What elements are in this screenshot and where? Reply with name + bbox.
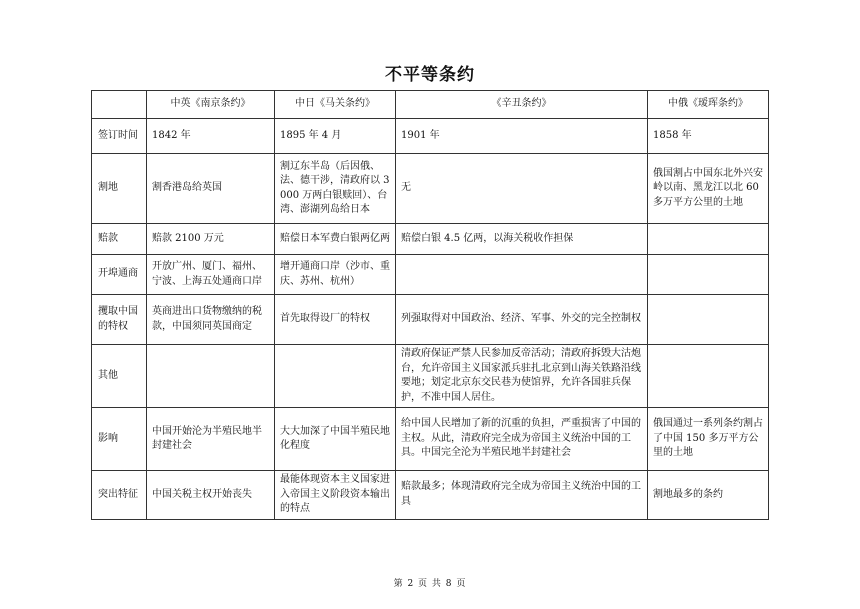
row-label: 签订时间 [92, 119, 147, 154]
table-cell: 1842 年 [147, 119, 275, 154]
table-row [92, 154, 769, 224]
table-row [92, 255, 769, 295]
header-boxer-protocol: 《辛丑条约》 [396, 91, 648, 119]
table-cell [648, 345, 769, 408]
table-cell: 赔款最多；体现清政府完全成为帝国主义统治中国的工具 [396, 471, 648, 520]
row-label: 影响 [92, 408, 147, 471]
table-row [92, 408, 769, 471]
page-title: 不平等条约 [385, 65, 475, 85]
row-label: 其他 [92, 345, 147, 408]
table-cell: 中国关税主权开始丧失 [147, 471, 275, 520]
table-cell: 首先取得设厂的特权 [275, 295, 396, 345]
table-cell: 1901 年 [396, 119, 648, 154]
table-row [92, 224, 769, 255]
table-header-row [92, 91, 769, 119]
table-row [92, 295, 769, 345]
table-cell: 列强取得对中国政治、经济、军事、外交的完全控制权 [396, 295, 648, 345]
header-shimonoseki-treaty: 中日《马关条约》 [275, 91, 396, 119]
table-cell: 赔款 2100 万元 [147, 224, 275, 255]
page-footer: 第 2 页 共 8 页 [393, 579, 467, 589]
row-label: 攫取中国的特权 [92, 295, 147, 345]
header-aigun-treaty: 中俄《瑷珲条约》 [648, 91, 769, 119]
table-cell: 割辽东半岛（后因俄、法、德干涉，清政府以 3000 万两白银赎回）、台湾、澎湖列岛给日本 [275, 154, 396, 224]
table-cell: 最能体现资本主义国家进入帝国主义阶段资本输出的特点 [275, 471, 396, 520]
table-row [92, 119, 769, 154]
row-label: 开埠通商 [92, 255, 147, 295]
table-cell: 1858 年 [648, 119, 769, 154]
row-label: 赔款 [92, 224, 147, 255]
row-label: 割地 [92, 154, 147, 224]
table-cell: 大大加深了中国半殖民地化程度 [275, 408, 396, 471]
table-cell: 赔偿白银 4.5 亿两，以海关税收作担保 [396, 224, 648, 255]
table-cell: 英商进出口货物缴纳的税款，中国须同英国商定 [147, 295, 275, 345]
table-cell: 俄国割占中国东北外兴安岭以南、黑龙江以北 60 多万平方公里的土地 [648, 154, 769, 224]
table-cell: 割香港岛给英国 [147, 154, 275, 224]
table-cell [648, 224, 769, 255]
row-label: 突出特征 [92, 471, 147, 520]
table-cell: 1895 年 4 月 [275, 119, 396, 154]
table-cell: 俄国通过一系列条约割占了中国 150 多万平方公里的土地 [648, 408, 769, 471]
table-cell [396, 255, 648, 295]
header-corner [92, 91, 147, 119]
table-cell: 无 [396, 154, 648, 224]
table-row [92, 345, 769, 408]
table-cell: 赔偿日本军费白银两亿两 [275, 224, 396, 255]
table-cell: 割地最多的条约 [648, 471, 769, 520]
table-cell: 开放广州、厦门、福州、宁波、上海五处通商口岸 [147, 255, 275, 295]
table-cell: 给中国人民增加了新的沉重的负担，严重损害了中国的主权。从此，清政府完全成为帝国主义统治中国的工具。中国完全沦为半殖民地半封建社会 [396, 408, 648, 471]
table-cell: 增开通商口岸（沙市、重庆、苏州、杭州） [275, 255, 396, 295]
table-row [92, 471, 769, 520]
table-cell [275, 345, 396, 408]
table-cell [147, 345, 275, 408]
table-cell: 中国开始沦为半殖民地半封建社会 [147, 408, 275, 471]
table-cell [648, 255, 769, 295]
header-nanjing-treaty: 中英《南京条约》 [147, 91, 275, 119]
table-cell [648, 295, 769, 345]
treaty-table [91, 90, 769, 520]
table-cell: 清政府保证严禁人民参加反帝活动；清政府拆毁大沽炮台，允许帝国主义国家派兵驻扎北京到山海关铁路沿线要地；划定北京东交民巷为使馆界，允许各国驻兵保护，不准中国人居住。 [396, 345, 648, 408]
